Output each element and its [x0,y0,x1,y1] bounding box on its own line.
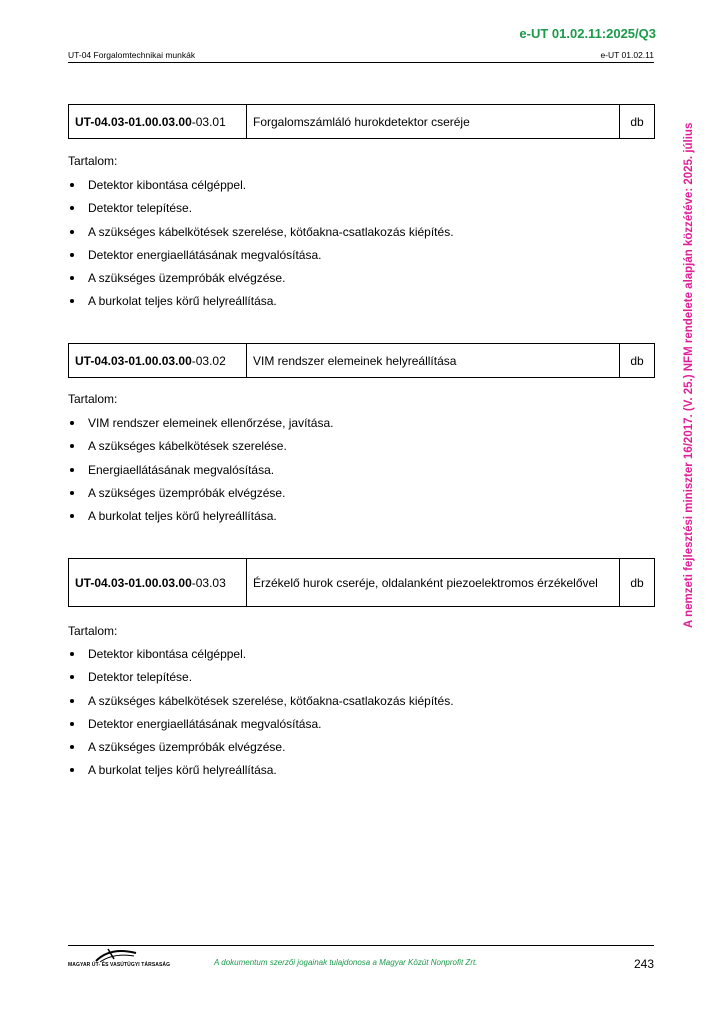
item-code-suffix: -03.01 [191,114,226,129]
footer-divider [68,945,654,946]
society-logo-text: MAGYAR ÚT- ÉS VASÚTÜGYI TÁRSASÁG [68,962,171,968]
content-list [68,416,333,532]
item-unit: db [620,105,655,139]
list-item: Detektor telepítése. [68,670,454,693]
publication-note: A nemzeti fejlesztési miniszter 16/2017. (V. 25.) NFM rendelete alapján közzétéve: 2025. július [683,122,695,628]
item-description: Érzékelő hurok cseréje, oldalanként piezoelektromos érzékelővel [247,559,620,607]
item-code [69,344,247,378]
item-unit: db [620,344,655,378]
list-item: Detektor kibontása célgéppel. [68,178,454,201]
item-code-base: UT-04.03-01.00.03.00 [75,114,192,129]
content-label: Tartalom: [68,392,118,406]
content-label: Tartalom: [68,154,118,168]
list-item: A burkolat teljes körű helyreállítása. [68,509,333,532]
content-label: Tartalom: [68,624,118,638]
item-code-base: UT-04.03-01.00.03.00 [75,353,192,368]
header-divider [68,62,654,63]
item-code-suffix: -03.03 [191,575,226,590]
list-item: Energiaellátásának megvalósítása. [68,463,333,486]
list-item: Detektor telepítése. [68,201,454,224]
copyright-notice: A dokumentum szerzői jogainak tulajdonosa a Magyar Közút Nonprofit Zrt. [214,958,478,967]
item-table [68,104,655,139]
list-item: A szükséges kábelkötések szerelése. [68,439,333,462]
list-item: A szükséges üzempróbák elvégzése. [68,740,454,763]
document-code: e-UT 01.02.11:2025/Q3 [519,26,656,41]
list-item: A szükséges kábelkötések szerelése, kötőakna-csatlakozás kiépítés. [68,694,454,717]
list-item: VIM rendszer elemeinek ellenőrzése, javítása. [68,416,333,439]
section-title: UT-04 Forgalomtechnikai munkák [68,50,196,60]
document-reference: e-UT 01.02.11 [600,50,654,60]
list-item: A szükséges üzempróbák elvégzése. [68,486,333,509]
content-list [68,647,454,787]
page-number: 243 [633,957,654,971]
list-item: A szükséges üzempróbák elvégzése. [68,271,454,294]
item-table [68,558,655,607]
list-item: A burkolat teljes körű helyreállítása. [68,763,454,786]
content-list [68,178,454,318]
item-description: VIM rendszer elemeinek helyreállítása [247,344,620,378]
list-item: A burkolat teljes körű helyreállítása. [68,294,454,317]
list-item: Detektor energiaellátásának megvalósítása. [68,717,454,740]
item-code [69,559,247,607]
item-code-base: UT-04.03-01.00.03.00 [75,575,192,590]
item-description: Forgalomszámláló hurokdetektor cseréje [247,105,620,139]
list-item: Detektor kibontása célgéppel. [68,647,454,670]
list-item: Detektor energiaellátásának megvalósítása. [68,248,454,271]
item-unit: db [620,559,655,607]
list-item: A szükséges kábelkötések szerelése, kötőakna-csatlakozás kiépítés. [68,225,454,248]
item-code [69,105,247,139]
item-code-suffix: -03.02 [191,353,226,368]
item-table [68,343,655,378]
